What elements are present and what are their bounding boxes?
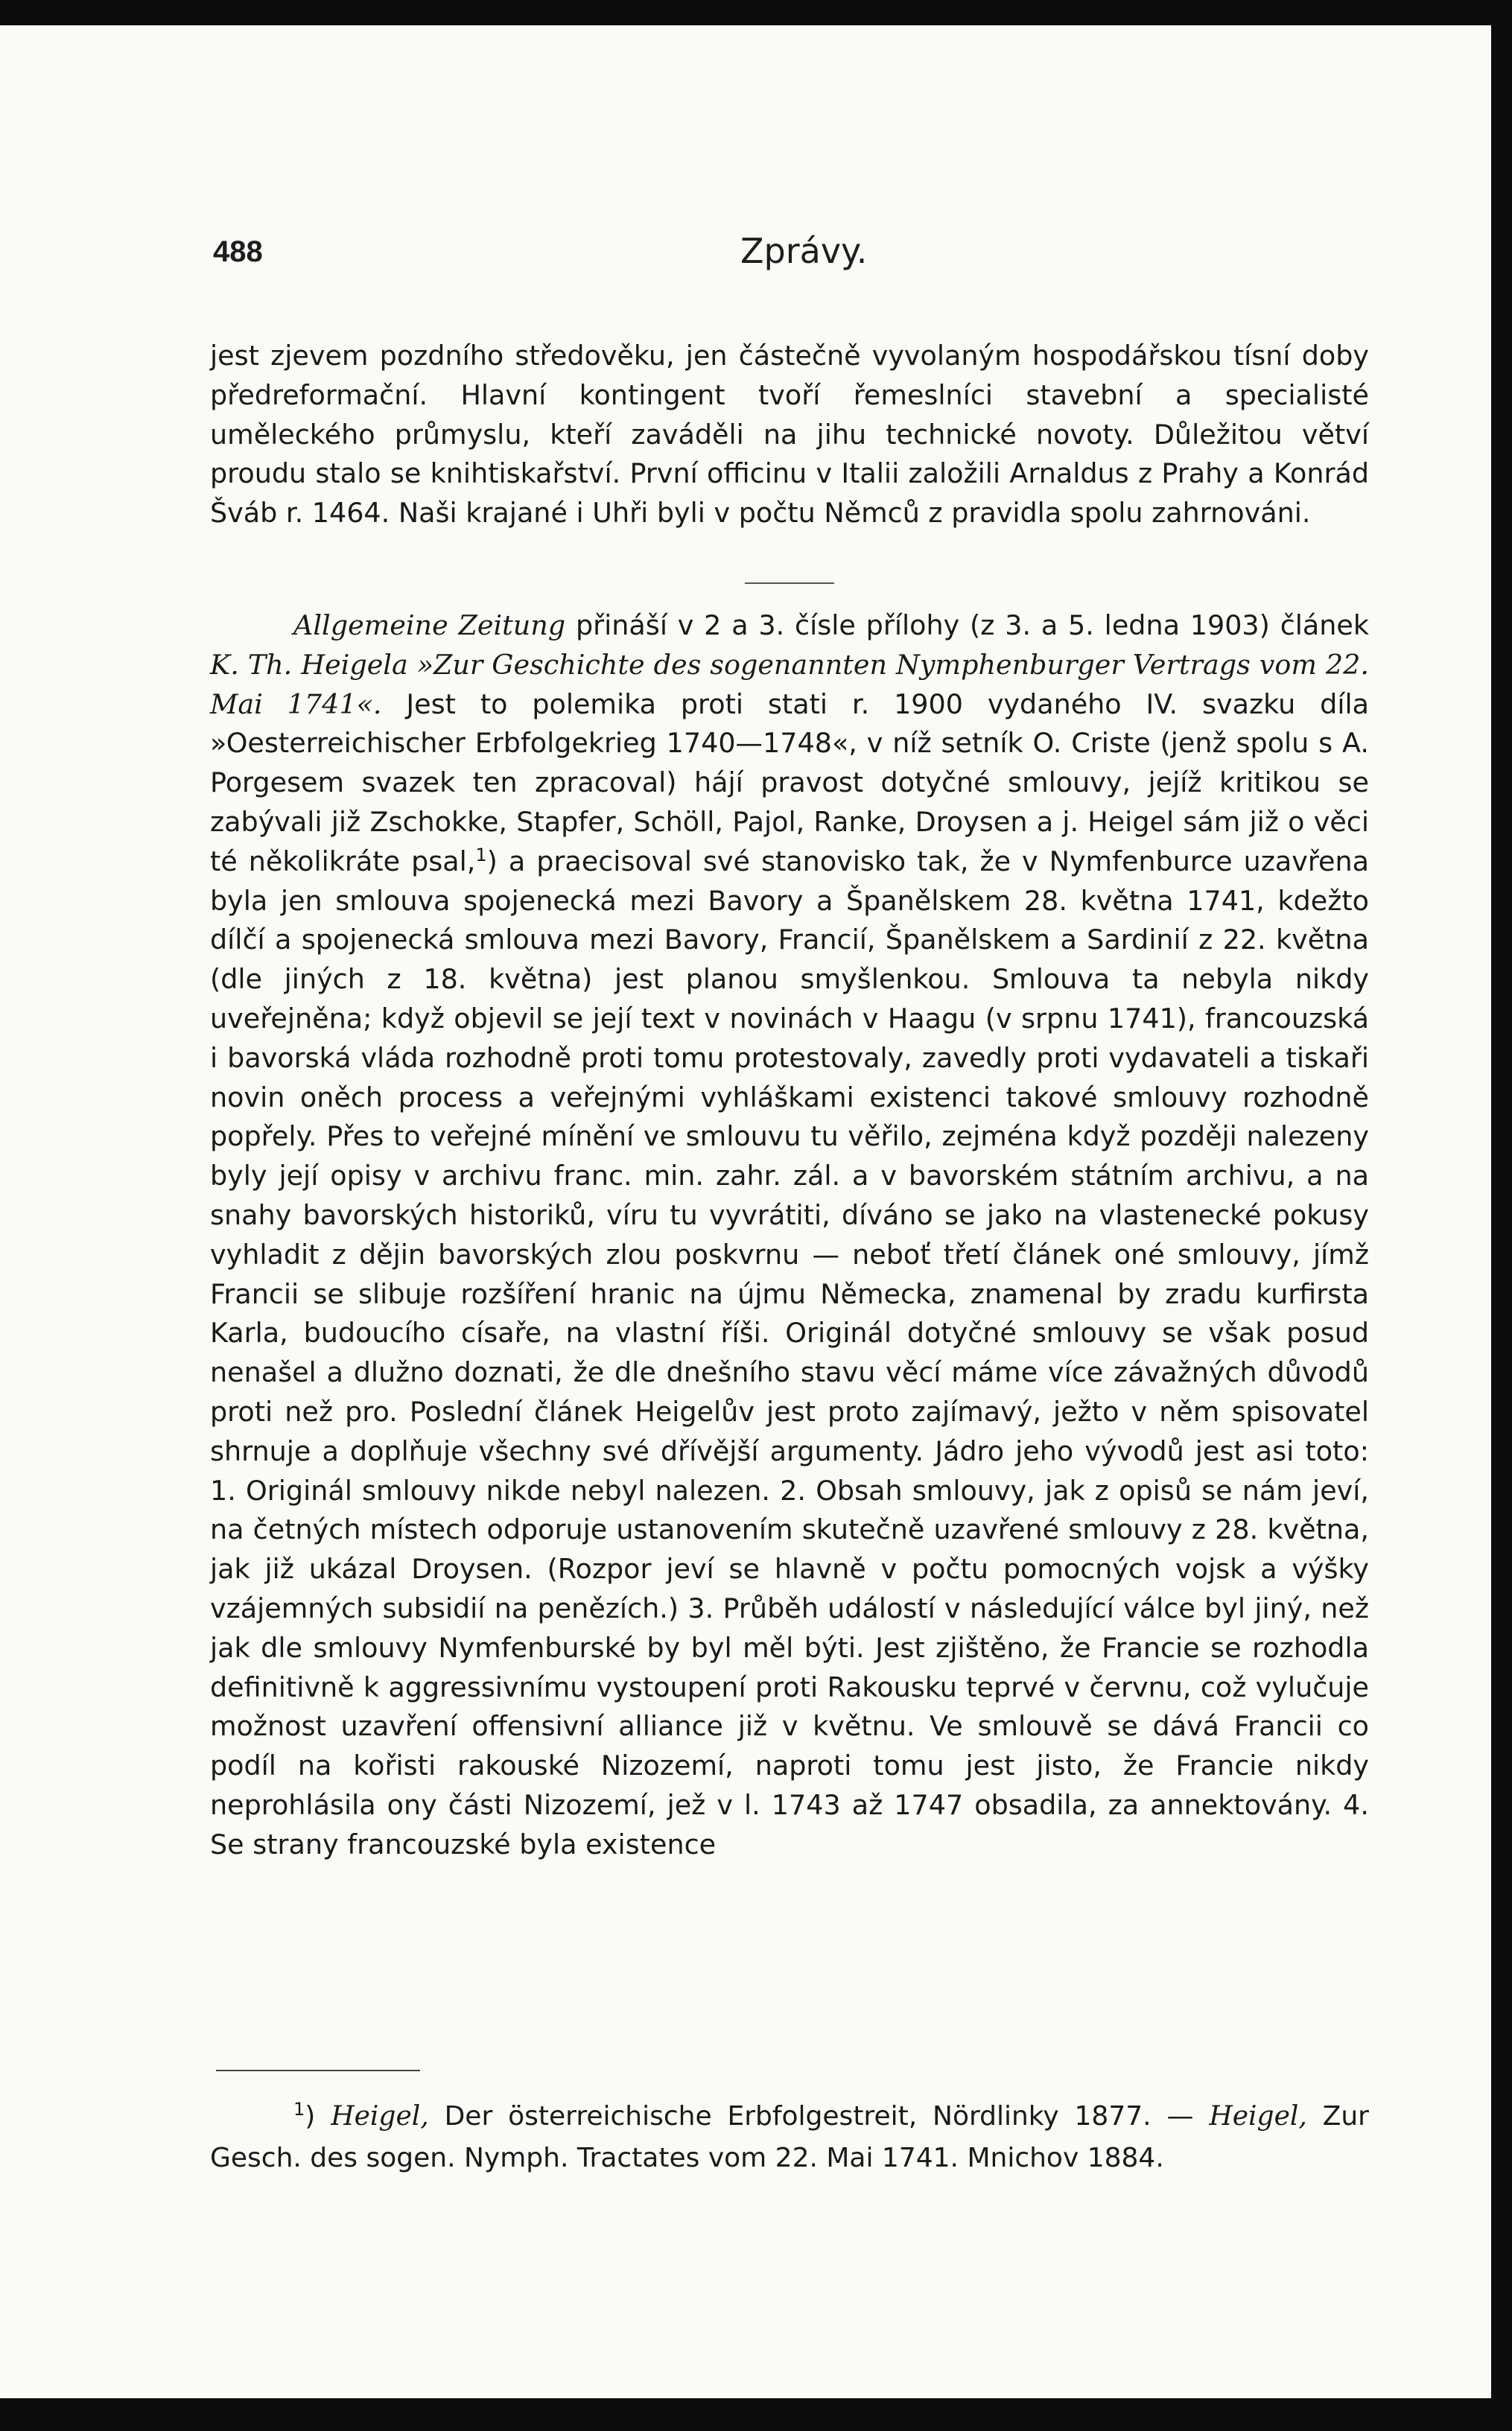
footnote-divider [216,2070,420,2071]
article-author: K. Th. Heigela [210,648,408,681]
source-title: Allgemeine Zeitung [293,609,566,641]
footnote-reference: 1 [475,844,487,865]
page-number: 488 [213,235,263,268]
paragraph-2-body-a: Jest to polemika proti stati r. 1900 vydaného IV. svazku díla »Oesterreichischer Erbfolgekrieg 1740—1748«, v níž setník O. Criste (jenž spolu s A. Porgesem svazek ten zpracoval) hájí pravost dotyčné smlouvy, jejíž kritikou se zabývali již Zschokke, Stapfer, Schöll, Pajol, Ranke, Droysen a j. Heigel sám již o věci té několikráte psal, [210,687,1369,877]
page-header [0,231,1491,280]
paragraph-2-intro: přináší v 2 a 3. čísle přílohy (z 3. a 5. ledna 1903) článek [565,609,1369,641]
footnote-text-2: Zur Gesch. des sogen. Nymph. Tractates vom 22. Mai 1741. Mnichov 1884. [210,2101,1369,2173]
footnote: $^1$) Heigel, Der österreichische Erbfolgestreit, Nördlinky 1877. — Heigel, Zur Gesch. des sogen. Nymph. Tractates vom 22. Mai 1741. Mnichov 1884. [210,2099,1369,2173]
paragraph-2-body-b: ) a praecisoval své stanovisko tak, že v Nymfenburce uzavřena byla jen smlouva spojenecká mezi Bavory a Španělskem 28. května 1741, kdežto dílčí a spojenecká smlouva mezi Bavory, Francií, Španělskem a Sardinií z 22. května (dle jiných z 18. května) jest planou smyšlenkou. Smlouva ta nebyla nikdy uveřejněna; když objevil se její text v novinách v Haagu (v srpnu 1741), francouzská i bavorská vláda rozhodně proti tomu protestovaly, zavedly proti vydavateli a tiskaři novin oněch process a veřejnými vyhláškami existenci takové smlouvy rozhodně popřely. Přes to veřejné mínění ve smlouvu tu věřilo, zejména když později nalezeny byly její opisy v archivu franc. min. zahr. zál. a v bavorském státním archivu, a na snahy bavorských historiků, víru tu vyvrátiti, díváno se jako na vlastenecké pokusy vyhladit z dějin bavorských zlou poskvrnu — neboť třetí článek oné smlouvy, jímž Francii se slibuje rozšíření hranic na újmu Německa, znamenal by zradu kurfirsta Karla, budoucího císaře, na vlastní říši. Originál dotyčné smlouvy se však posud nenašel a dlužno doznati, že dle dnešního stavu věcí máme více závažných důvodů proti než pro. Poslední článek Heigelův jest proto zajímavý, ježto v něm spisovatel shrnuje a doplňuje všechny své dřívější argumenty. Jádro jeho vývodů jest asi toto: 1. Originál smlouvy nikde nebyl nalezen. 2. Obsah smlouvy, jak z opisů se nám jeví, na četných místech odporuje ustanovením skutečně uzavřené smlouvy z 28. května, jak již ukázal Droysen. (Rozpor jeví se hlavně v počtu pomocných vojsk a výšky vzájemných subsidií na penězích.) 3. Průběh událostí v následující válce byl jiný, než jak dle smlouvy Nymfenburské by byl měl býti. Jest zjištěno, že Francie se rozhodla definitivně k aggressivnímu vystoupení proti Rakousku teprvé v červnu, což vylučuje možnost uzavření offensivní alliance již v květnu. Ve smlouvě se dává Francii co podíl na kořisti rakouské Nizozemí, naproti tomu jest jisto, že Francie nikdy neprohlásila ony části Nizozemí, jež v l. 1743 až 1747 obsadila, za annektovány. 4. Se strany francouzské byla existence [210,845,1369,1860]
section-divider [745,582,834,584]
paragraph-2 [210,606,1369,1865]
running-title: Zprávy. [740,231,868,271]
book-page [0,25,1491,2398]
article-title: »Zur Geschichte des sogenannten Nymphenburger Vertrags vom 22. Mai 1741«. [210,648,1369,720]
footnote-marker: 1 [293,2099,305,2120]
footnote-text-1: Der österreichische Erbfolgestreit, Nördlinky 1877. — [428,2101,1210,2132]
paragraph-1: jest zjevem pozdního středověku, jen částečně vyvolaným hospodářskou tísní doby předreformační. Hlavní kontingent tvoří řemeslníci stavební a specialisté uměleckého průmyslu, kteří zaváděli na jihu technické novoty. Důležitou větví proudu stalo se knihtiskařství. První officinu v Italii založili Arnaldus z Prahy a Konrád Šváb r. 1464. Naši krajané i Uhři byli v počtu Němců z pravidla spolu zahrnováni. [210,340,1369,530]
footnote-author-2: Heigel, [1209,2101,1307,2132]
footnote-author-1: Heigel, [331,2101,429,2132]
